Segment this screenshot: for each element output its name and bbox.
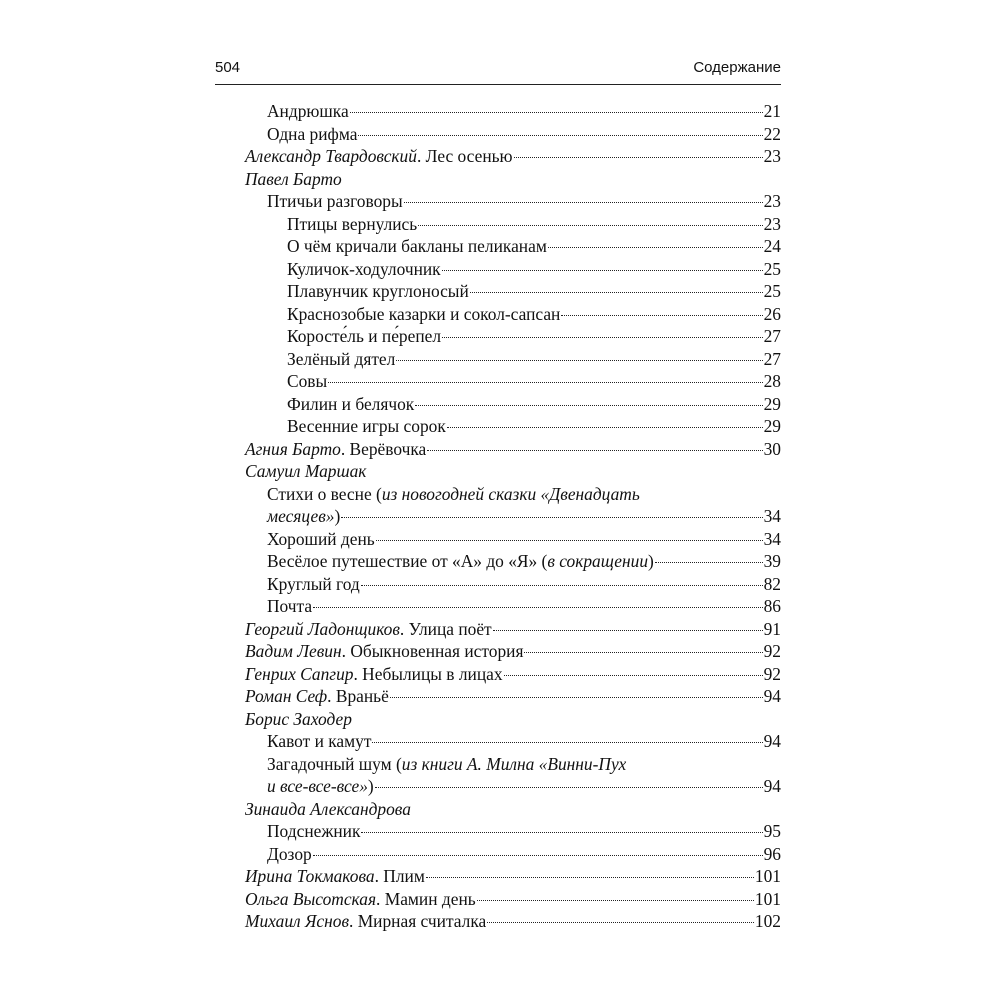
toc-entry-title — [287, 370, 327, 393]
toc-entry — [245, 258, 781, 281]
toc-author: Вадим Левин — [245, 641, 342, 661]
toc-work-title: . Плим — [374, 866, 425, 886]
toc-work-title: Весенние игры сорок — [287, 416, 446, 436]
toc-author: Генрих Сапгир — [245, 663, 354, 684]
toc-entry-title — [267, 528, 375, 551]
toc-entry — [245, 460, 781, 483]
toc-page-number: 23 — [763, 191, 781, 211]
running-title: Содержание — [693, 59, 781, 76]
dot-leader — [487, 922, 754, 923]
toc-entry — [245, 303, 781, 326]
toc-entry — [245, 820, 781, 843]
toc-entry — [245, 123, 781, 146]
toc-entry — [245, 438, 781, 461]
toc-entry-title — [267, 190, 403, 213]
toc-work-title: Краснозобые казарки и сокол-сапсан — [287, 303, 561, 324]
dot-leader — [447, 427, 763, 428]
toc-entry-title — [267, 843, 312, 866]
toc-entry — [245, 145, 781, 168]
toc-work-title: Куличок-ходулочник — [287, 258, 441, 279]
header-rule — [215, 84, 781, 85]
toc-author: Зинаида Александрова — [245, 798, 411, 819]
toc-work-title: Стихи о весне ( — [267, 483, 382, 504]
dot-leader — [396, 360, 762, 361]
toc-entry-title — [245, 910, 486, 933]
toc-entry-title — [245, 640, 523, 663]
page-number: 504 — [215, 59, 241, 76]
toc-page-number: 94 — [763, 776, 781, 796]
toc-author: Александр Твардовский — [245, 146, 417, 166]
toc-page-number: 92 — [763, 641, 781, 661]
toc-entry — [245, 528, 781, 551]
toc-page-number: 39 — [763, 551, 781, 571]
toc-entry-title — [267, 754, 626, 774]
dot-leader — [470, 292, 763, 293]
toc-entry-title — [245, 709, 352, 729]
toc-work-title: . Лес осенью — [416, 146, 513, 166]
toc-work-title: Птичьи разговоры — [267, 191, 403, 211]
dot-leader — [358, 135, 762, 136]
toc-work-title: О чём кричали бакланы пеликанам — [287, 236, 547, 256]
toc-entry — [245, 708, 781, 731]
toc-work-title: Дозор — [267, 843, 312, 864]
toc-entry — [245, 325, 781, 348]
dot-leader — [390, 697, 763, 698]
dot-leader — [561, 315, 762, 316]
toc-page-number: 25 — [763, 258, 781, 279]
dot-leader — [442, 337, 763, 338]
toc-entry-title — [267, 123, 357, 146]
toc-entry — [245, 235, 781, 258]
toc-entry-title — [245, 799, 411, 819]
toc-entry-title — [267, 573, 360, 596]
toc-entry-title — [287, 348, 395, 371]
toc-page-number: 27 — [763, 348, 781, 369]
dot-leader — [376, 540, 763, 541]
toc-work-title: Совы — [287, 371, 328, 391]
dot-leader — [350, 112, 763, 113]
toc-entry-title — [245, 685, 389, 708]
toc-work-title: Весёлое путешествие от «А» до «Я» ( — [267, 551, 548, 571]
toc-page-number: 91 — [763, 618, 781, 639]
toc-author: Ирина Токмакова — [245, 866, 375, 886]
toc-entry-title — [267, 484, 640, 504]
toc-work-title: . Враньё — [327, 686, 389, 706]
toc-entry — [245, 865, 781, 888]
toc-tail: ) — [648, 551, 654, 571]
toc-work-title: . Верёвочка — [340, 438, 427, 459]
dot-leader — [328, 382, 762, 383]
toc-page-number: 34 — [763, 506, 781, 526]
toc-entry — [245, 415, 781, 438]
toc-work-title: Зелёный дятел — [287, 348, 396, 369]
toc-entry — [245, 753, 781, 776]
toc-page-number: 82 — [763, 573, 781, 594]
toc-work-title: . Улица поёт — [399, 618, 492, 639]
toc-tail: ) — [334, 506, 341, 526]
toc-entry — [245, 573, 781, 596]
toc-page-number: 25 — [763, 281, 781, 301]
toc-entry — [245, 640, 781, 663]
toc-work-title: Кавот и камут — [267, 731, 372, 751]
toc-page-number: 21 — [763, 101, 781, 121]
toc-entry-title — [267, 730, 371, 753]
toc-note: из новогодней сказки «Двенадцать — [381, 483, 640, 504]
toc-page-number: 96 — [763, 843, 781, 864]
toc-work-title: Хороший день — [267, 528, 375, 549]
toc-work-title: . Небылицы в лицах — [353, 663, 503, 684]
toc-work-title: . Обыкновенная история — [341, 641, 524, 661]
toc-entry — [245, 730, 781, 753]
dot-leader — [548, 247, 763, 248]
toc-page-number: 101 — [754, 888, 781, 909]
toc-page-number: 26 — [763, 303, 781, 324]
toc-entry — [245, 168, 781, 191]
toc-tail: ) — [367, 776, 374, 796]
toc-page-number: 94 — [763, 686, 781, 706]
toc-entry-title — [245, 169, 342, 189]
toc-page-number: 102 — [754, 911, 781, 931]
toc-author: Самуил Маршак — [245, 461, 367, 481]
dot-leader — [477, 900, 754, 901]
page-header — [215, 59, 781, 83]
toc-work-title: Коросте́ль и пе́репел — [287, 326, 442, 346]
toc-entry — [245, 775, 781, 798]
toc-entry-title — [267, 550, 654, 573]
dot-leader — [426, 877, 754, 878]
toc-entry — [245, 595, 781, 618]
toc-entry-title — [287, 393, 414, 416]
toc-work-title: Андрюшка — [267, 101, 349, 121]
table-of-contents — [245, 100, 781, 933]
toc-entry — [245, 663, 781, 686]
toc-page-number: 86 — [763, 596, 781, 616]
toc-page-number: 28 — [763, 371, 781, 391]
toc-entry-title — [245, 888, 476, 911]
toc-page-number: 92 — [763, 663, 781, 684]
toc-author: Михаил Яснов — [245, 911, 350, 931]
toc-page-number: 30 — [763, 438, 781, 459]
toc-page-number: 94 — [763, 731, 781, 751]
toc-entry — [245, 618, 781, 641]
toc-author: Павел Барто — [245, 168, 342, 189]
toc-entry-title — [245, 663, 503, 686]
toc-entry-title — [287, 258, 441, 281]
toc-entry — [245, 843, 781, 866]
toc-entry-title — [267, 595, 312, 618]
toc-work-title: Почта — [267, 596, 313, 616]
toc-page-number: 101 — [754, 866, 781, 886]
toc-entry-title — [245, 461, 366, 481]
toc-page-number: 22 — [763, 123, 781, 144]
dot-leader — [375, 787, 763, 788]
toc-page-number: 23 — [763, 213, 781, 234]
dot-leader — [524, 652, 762, 653]
toc-entry — [245, 370, 781, 393]
toc-note: из книги А. Милна «Винни-Пух — [401, 753, 627, 774]
toc-work-title: Подснежник — [267, 821, 361, 841]
toc-entry — [245, 888, 781, 911]
toc-entry-title — [287, 235, 547, 258]
toc-work-title: Филин и белячок — [287, 393, 415, 414]
toc-entry-title — [287, 280, 469, 303]
toc-page-number: 29 — [763, 393, 781, 414]
toc-entry-title — [267, 100, 349, 123]
toc-work-title: Птицы вернулись — [287, 213, 418, 234]
toc-page-number: 27 — [763, 326, 781, 346]
toc-entry-title — [287, 303, 560, 326]
toc-entry — [245, 100, 781, 123]
toc-entry — [245, 190, 781, 213]
toc-entry-title — [267, 775, 374, 798]
toc-page-number: 34 — [763, 528, 781, 549]
toc-entry — [245, 685, 781, 708]
dot-leader — [361, 832, 762, 833]
toc-entry — [245, 213, 781, 236]
toc-entry-title — [245, 145, 513, 168]
toc-page-number: 95 — [763, 821, 781, 841]
toc-author: Роман Сеф — [245, 686, 328, 706]
dot-leader — [415, 405, 762, 406]
toc-entry — [245, 393, 781, 416]
toc-entry-title — [287, 415, 446, 438]
dot-leader — [442, 270, 763, 271]
dot-leader — [404, 202, 763, 203]
dot-leader — [504, 675, 763, 676]
dot-leader — [313, 855, 763, 856]
toc-work-title: Круглый год — [267, 573, 360, 594]
toc-entry — [245, 280, 781, 303]
toc-entry-title — [287, 213, 417, 236]
toc-author: Борис Заходер — [245, 708, 352, 729]
toc-work-title: . Мирная считалка — [349, 911, 487, 931]
toc-entry — [245, 505, 781, 528]
dot-leader — [427, 450, 762, 451]
toc-page-number: 24 — [763, 236, 781, 256]
toc-entry — [245, 798, 781, 821]
dot-leader — [361, 585, 763, 586]
toc-note: в сокращении — [547, 551, 649, 571]
toc-entry-title — [245, 865, 425, 888]
dot-leader — [514, 157, 763, 158]
toc-entry — [245, 910, 781, 933]
dot-leader — [313, 607, 763, 608]
dot-leader — [341, 517, 762, 518]
toc-work-title: Плавунчик круглоносый — [287, 281, 469, 301]
toc-entry — [245, 483, 781, 506]
toc-author: Ольга Высотская — [245, 888, 377, 909]
toc-work-title: . Мамин день — [376, 888, 476, 909]
toc-page-number: 29 — [763, 416, 781, 436]
dot-leader — [493, 630, 763, 631]
toc-note: и все-все-все» — [267, 776, 368, 796]
toc-note: месяцев» — [267, 506, 335, 526]
dot-leader — [418, 225, 762, 226]
toc-author: Агния Барто — [245, 438, 341, 459]
toc-entry — [245, 348, 781, 371]
toc-entry — [245, 550, 781, 573]
dot-leader — [372, 742, 762, 743]
toc-entry-title — [267, 820, 360, 843]
toc-author: Георгий Ладонщиков — [245, 618, 400, 639]
toc-work-title: Загадочный шум ( — [267, 753, 402, 774]
toc-entry-title — [245, 618, 492, 641]
toc-work-title: Одна рифма — [267, 123, 358, 144]
toc-entry-title — [267, 505, 340, 528]
toc-page-number: 23 — [763, 146, 781, 166]
toc-entry-title — [287, 325, 441, 348]
toc-entry-title — [245, 438, 426, 461]
dot-leader — [655, 562, 763, 563]
